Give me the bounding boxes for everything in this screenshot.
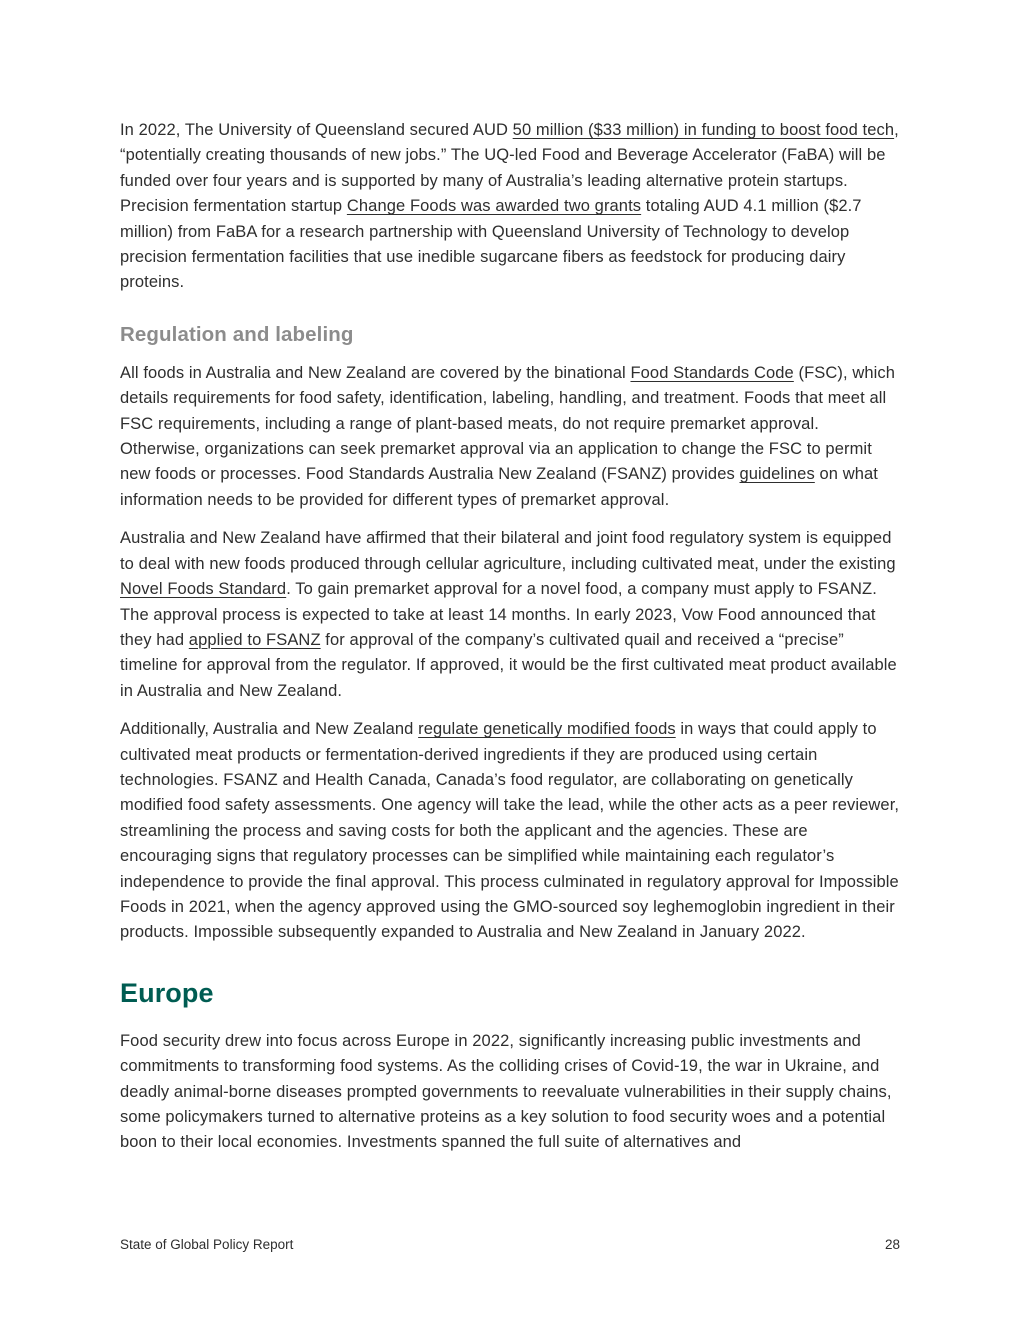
paragraph-europe-intro [120, 1029, 900, 1156]
inline-link[interactable]: 50 million ($33 million) in funding to boost food tech [512, 121, 895, 139]
text-run: Australia and New Zealand have affirmed that their bilateral and joint food regulatory system is equipped to deal with new foods produced through cellular agriculture, including cultivated meat, under the existing [120, 529, 896, 573]
paragraph-gm-foods [120, 717, 900, 946]
paragraph-food-standards-code [120, 361, 900, 513]
section-heading-europe: Europe [120, 977, 214, 1008]
inline-link[interactable]: Change Foods was awarded two grants [346, 197, 642, 216]
text-run: in ways that could apply to cultivated meat products or fermentation-derived ingredients if they are produced using certain technologies. FSANZ and Health Canada, Canada’s food regulator, are collaborating on genetically modified food safety assessments. One agency will take the lead, while the other acts as a peer reviewer, streamlining the process and saving costs for both the applicant and the agencies. These are encouraging signs that regulatory processes can be simplified while maintaining each regulator’s independence to provide the final approval. This process culminated in regulatory approval for Impossible Foods in 2021, when the agency approved using the GMO-sourced soy leghemoglobin ingredient in their products. Impossible subsequently expanded to Australia and New Zealand in January 2022. [120, 720, 900, 942]
inline-link[interactable]: applied to FSANZ [188, 630, 321, 649]
text-run: Food security drew into focus across Europe in 2022, significantly increasing public investments and commitments to transforming food systems. As the colliding crises of Covid-19, the war in Ukraine, and deadly animal-borne diseases prompted governments to reevaluate vulnerabilities in their supply chains, some policymakers turned to alternative proteins as a key solution to food security woes and a potential boon to their local economies. Investments spanned the full suite of alternatives and [120, 1031, 892, 1152]
page-footer [120, 1237, 900, 1252]
text-run: (FSC), which details requirements for food safety, identification, labeling, handling, and treatment. Foods that meet all FSC requirements, including a range of plant-based meats, do not require premarket approval. Otherwise, organizations can seek premarket approval via an application to change the FSC to permit new foods or processes. Food Standards Australia New Zealand (FSANZ) provides [120, 363, 896, 484]
inline-link[interactable]: regulate genetically modified foods [418, 720, 676, 739]
paragraph-uq-funding [120, 118, 900, 296]
subheading-regulation-and-labeling: Regulation and labeling [120, 322, 354, 346]
text-run: totaling AUD 4.1 million ($2.7 million) from FaBA for a research partnership with Queensland University of Technology to develop precision fermentation facilities that use inedible sugarcane fibers as feedstock for producing dairy proteins. [120, 197, 862, 292]
footer-page-number: 28 [884, 1237, 900, 1252]
paragraph-novel-foods-standard [120, 526, 900, 704]
inline-link[interactable]: Novel Foods Standard [120, 580, 287, 599]
text-run: In 2022, The University of Queensland secured AUD [120, 121, 513, 139]
inline-link[interactable]: Food Standards Code [630, 363, 794, 382]
text-run: , “potentially creating thousands of new jobs.” The UQ-led Food and Beverage Accelerator (FaBA) will be funded over four years and is supported by many of Australia’s leading alternative protein startups. Precision fermentation startup [120, 121, 899, 216]
text-run: on what information needs to be provided for different types of premarket approval. [120, 465, 878, 509]
text-run: All foods in Australia and New Zealand are covered by the binational [120, 363, 631, 382]
text-run: Additionally, Australia and New Zealand [120, 720, 419, 739]
text-run: . To gain premarket approval for a novel food, a company must apply to FSANZ. The approval process is expected to take at least 14 months. In early 2023, Vow Food announced that they had [120, 580, 877, 649]
footer-report-title: State of Global Policy Report [120, 1237, 294, 1252]
text-run: for approval of the company’s cultivated quail and received a “precise” timeline for approval from the regulator. If approved, it would be the first cultivated meat product available in Australia and New Zealand. [120, 630, 897, 700]
inline-link[interactable]: guidelines [739, 465, 815, 484]
